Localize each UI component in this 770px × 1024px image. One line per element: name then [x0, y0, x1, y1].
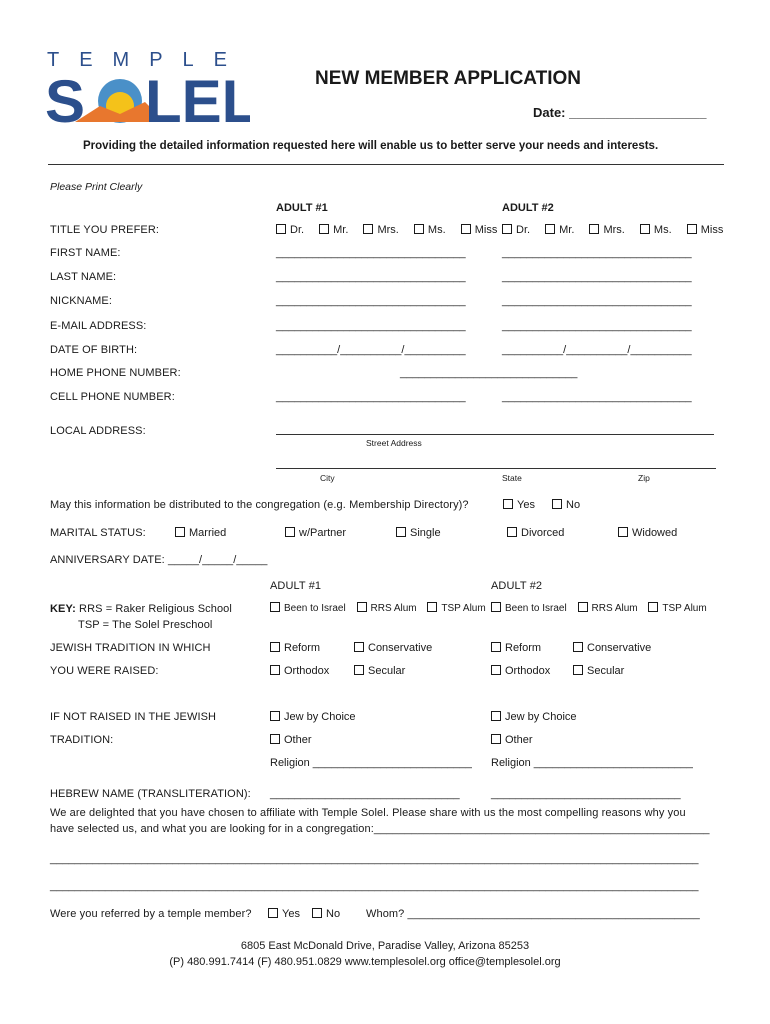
referred-yes[interactable]: [268, 908, 300, 920]
temple-solel-logo: [45, 44, 250, 126]
checkbox-icon: [363, 224, 373, 234]
checkbox-icon: [354, 665, 364, 675]
not-raised-label-line1: IF NOT RAISED IN THE JEWISH: [50, 711, 217, 723]
checkbox-icon: [491, 665, 501, 675]
checkbox-icon: [312, 908, 322, 918]
option-label: Married: [189, 527, 227, 539]
orthodox-option-adult1[interactable]: [270, 665, 329, 677]
logo-graphic: [45, 44, 250, 126]
israel-options-adult2: [491, 602, 707, 614]
checkbox-icon: [357, 602, 367, 612]
title-option[interactable]: [545, 224, 574, 236]
adult2-header: ADULT #2: [502, 202, 554, 214]
key-label: [50, 603, 232, 615]
option-label: Orthodox: [284, 665, 330, 677]
religion-field-adult1[interactable]: Religion __________________________: [270, 757, 472, 769]
not-raised-label-line2: TRADITION:: [50, 734, 114, 746]
dob-field-adult2[interactable]: __________/__________/__________: [502, 344, 692, 356]
city-caption: City: [320, 473, 335, 483]
option-label: No: [326, 908, 341, 920]
first-name-field-adult1[interactable]: _______________________________: [276, 247, 466, 259]
title-option[interactable]: [414, 224, 446, 236]
referred-no[interactable]: [312, 908, 340, 920]
checkbox-icon: [491, 711, 501, 721]
option-label: Conservative: [368, 642, 433, 654]
other-option-adult1[interactable]: [270, 734, 312, 746]
nickname-field-adult2[interactable]: _______________________________: [502, 295, 692, 307]
delighted-text-line1: We are delighted that you have chosen to affiliate with Temple Solel. Please share with us the most compelling reasons why you: [50, 807, 686, 819]
option-label: Conservative: [587, 642, 652, 654]
title-options-adult1: [276, 224, 497, 236]
distribute-no[interactable]: [552, 499, 580, 511]
jewish-tradition-label-line1: JEWISH TRADITION IN WHICH: [50, 642, 211, 654]
option-label: Mrs.: [603, 224, 625, 236]
state-caption: State: [502, 473, 522, 483]
reform-option-adult2[interactable]: [491, 642, 541, 654]
distribute-question: May this information be distributed to the congregation (e.g. Membership Directory)?: [50, 499, 469, 511]
option-label: TSP Alum: [441, 603, 486, 614]
last-name-label: LAST NAME:: [50, 271, 117, 283]
street-address-field[interactable]: [276, 434, 714, 435]
option-label: RRS Alum: [370, 603, 417, 614]
email-field-adult1[interactable]: _______________________________: [276, 320, 466, 332]
checkbox-icon: [491, 734, 501, 744]
option-label: Orthodox: [505, 665, 551, 677]
option-label: Other: [284, 734, 312, 746]
hebrew-name-label: HEBREW NAME (TRANSLITERATION):: [50, 788, 251, 800]
nickname-field-adult1[interactable]: _______________________________: [276, 295, 466, 307]
title-option[interactable]: [589, 224, 624, 236]
checkbox-icon: [175, 527, 185, 537]
dob-label: DATE OF BIRTH:: [50, 344, 138, 356]
street-address-caption: Street Address: [366, 438, 422, 448]
jew-by-choice-option-adult1[interactable]: [270, 711, 356, 723]
checkbox-icon: [396, 527, 406, 537]
option-label: Secular: [587, 665, 625, 677]
hebrew-name-field-adult1[interactable]: _______________________________: [270, 788, 460, 800]
referred-question: Were you referred by a temple member?: [50, 908, 252, 920]
checkbox-icon: [573, 665, 583, 675]
distribute-yes[interactable]: [503, 499, 535, 511]
option-label: Reform: [505, 642, 542, 654]
title-option[interactable]: [640, 224, 672, 236]
svg-text:LEL: LEL: [145, 68, 250, 126]
title-option[interactable]: [363, 224, 398, 236]
cell-phone-field-adult2[interactable]: _______________________________: [502, 391, 692, 403]
svg-text:S: S: [45, 68, 86, 126]
marital-widowed[interactable]: [618, 527, 677, 539]
cell-phone-label: CELL PHONE NUMBER:: [50, 391, 175, 403]
checkbox-icon: [552, 499, 562, 509]
checkbox-icon: [276, 224, 286, 234]
option-label: Mrs.: [377, 224, 399, 236]
checkbox-icon: [285, 527, 295, 537]
checkbox-icon: [573, 642, 583, 652]
option-label: Other: [505, 734, 533, 746]
footer-address: 6805 East McDonald Drive, Paradise Valley, Arizona 85253: [240, 940, 530, 952]
option-label: w/Partner: [299, 527, 347, 539]
last-name-field-adult2[interactable]: _______________________________: [502, 271, 692, 283]
rrs-alum-option[interactable]: [357, 602, 417, 614]
checkbox-icon: [270, 734, 280, 744]
home-phone-label: HOME PHONE NUMBER:: [50, 367, 181, 379]
option-label: Been to Israel: [284, 603, 346, 614]
option-label: Ms.: [653, 224, 672, 236]
email-field-adult2[interactable]: _______________________________: [502, 320, 692, 332]
option-label: Divorced: [521, 527, 565, 539]
marital-single[interactable]: [396, 527, 441, 539]
anniversary-date-field[interactable]: ANNIVERSARY DATE: _____/_____/_____: [50, 554, 268, 566]
jew-by-choice-option-adult2[interactable]: [491, 711, 577, 723]
reform-option-adult1[interactable]: [270, 642, 320, 654]
svg-text:TEMPLE: TEMPLE: [47, 49, 248, 71]
conservative-option-adult1[interactable]: [354, 642, 432, 654]
delighted-text-line2[interactable]: have selected us, and what you are looking for in a congregation:______________________________________________________: [50, 823, 710, 835]
zip-caption: Zip: [638, 473, 650, 483]
checkbox-icon: [618, 527, 628, 537]
footer-contact: (P) 480.991.7414 (F) 480.951.0829 www.templesolel.org office@templesolel.org: [169, 956, 561, 968]
other-option-adult2[interactable]: [491, 734, 533, 746]
dob-field-adult1[interactable]: __________/__________/__________: [276, 344, 466, 356]
checkbox-icon: [687, 224, 697, 234]
adult2-subheader: ADULT #2: [491, 580, 543, 592]
title-option[interactable]: [276, 224, 304, 236]
checkbox-icon: [427, 602, 437, 612]
option-label: TSP Alum: [662, 603, 707, 614]
option-label: Ms.: [427, 224, 446, 236]
print-note: Please Print Clearly: [50, 181, 143, 193]
option-label: Single: [410, 527, 441, 539]
key-line2: TSP = The Solel Preschool: [78, 619, 213, 631]
reasons-blank-line2[interactable]: __________________________________________________________________________________________________________: [50, 880, 699, 892]
checkbox-icon: [545, 224, 555, 234]
title-option[interactable]: [461, 224, 498, 236]
religion-field-adult2[interactable]: Religion __________________________: [491, 757, 693, 769]
title-option[interactable]: [687, 224, 724, 236]
option-label: Been to Israel: [505, 603, 567, 614]
tsp-alum-option[interactable]: [427, 602, 485, 614]
adult1-header: ADULT #1: [276, 202, 328, 214]
option-label: Miss: [700, 224, 724, 236]
orthodox-option-adult2[interactable]: [491, 665, 550, 677]
checkbox-icon: [491, 602, 501, 612]
checkbox-icon: [319, 224, 329, 234]
checkbox-icon: [461, 224, 471, 234]
marital-status-label: MARITAL STATUS:: [50, 527, 146, 539]
option-label: Mr.: [333, 224, 349, 236]
conservative-option-adult2[interactable]: [573, 642, 651, 654]
nickname-label: NICKNAME:: [50, 295, 113, 307]
option-label: Jew by Choice: [284, 711, 356, 723]
city-state-zip-field[interactable]: [276, 468, 716, 469]
home-phone-field[interactable]: _____________________________: [400, 367, 578, 379]
email-label: E-MAIL ADDRESS:: [50, 320, 147, 332]
option-label: RRS Alum: [591, 603, 638, 614]
option-label: Miss: [474, 224, 498, 236]
checkbox-icon: [589, 224, 599, 234]
local-address-label: LOCAL ADDRESS:: [50, 425, 146, 437]
option-label: Reform: [284, 642, 321, 654]
checkbox-icon: [640, 224, 650, 234]
last-name-field-adult1[interactable]: _______________________________: [276, 271, 466, 283]
header-divider: [48, 164, 724, 165]
option-label: No: [566, 499, 581, 511]
checkbox-icon: [503, 499, 513, 509]
checkbox-icon: [502, 224, 512, 234]
intro-text: Providing the detailed information requested here will enable us to better serve your needs and interests.: [83, 140, 659, 152]
been-to-israel-option[interactable]: [491, 602, 567, 614]
option-label: Dr.: [290, 224, 305, 236]
option-label: Mr.: [559, 224, 575, 236]
option-label: Yes: [282, 908, 300, 920]
checkbox-icon: [270, 642, 280, 652]
checkbox-icon: [354, 642, 364, 652]
checkbox-icon: [491, 642, 501, 652]
title-label: TITLE YOU PREFER:: [50, 224, 160, 236]
checkbox-icon: [414, 224, 424, 234]
rrs-alum-option[interactable]: [578, 602, 638, 614]
checkbox-icon: [507, 527, 517, 537]
option-label: Widowed: [632, 527, 678, 539]
first-name-label: FIRST NAME:: [50, 247, 121, 259]
title-option[interactable]: [502, 224, 530, 236]
been-to-israel-option[interactable]: [270, 602, 346, 614]
option-label: Secular: [368, 665, 406, 677]
option-label: Yes: [517, 499, 535, 511]
tsp-alum-option[interactable]: [648, 602, 706, 614]
whom-field[interactable]: Whom? _______________________________________________: [366, 908, 700, 920]
first-name-field-adult2[interactable]: _______________________________: [502, 247, 692, 259]
checkbox-icon: [578, 602, 588, 612]
marital-divorced[interactable]: [507, 527, 564, 539]
key-title: KEY:: [50, 603, 76, 615]
title-options-adult2: [502, 224, 723, 236]
jewish-tradition-label-line2: YOU WERE RAISED:: [50, 665, 159, 677]
page-title: NEW MEMBER APPLICATION: [315, 68, 581, 89]
checkbox-icon: [268, 908, 278, 918]
cell-phone-field-adult1[interactable]: _______________________________: [276, 391, 466, 403]
adult1-subheader: ADULT #1: [270, 580, 322, 592]
checkbox-icon: [270, 602, 280, 612]
option-label: Jew by Choice: [505, 711, 577, 723]
secular-option-adult2[interactable]: [573, 665, 624, 677]
marital-married[interactable]: [175, 527, 226, 539]
secular-option-adult1[interactable]: [354, 665, 405, 677]
marital-partner[interactable]: [285, 527, 346, 539]
option-label: Dr.: [516, 224, 531, 236]
date-field[interactable]: Date: ___________________: [533, 105, 707, 120]
hebrew-name-field-adult2[interactable]: _______________________________: [491, 788, 681, 800]
key-line1: RRS = Raker Religious School: [79, 603, 232, 615]
checkbox-icon: [270, 665, 280, 675]
checkbox-icon: [648, 602, 658, 612]
title-option[interactable]: [319, 224, 348, 236]
checkbox-icon: [270, 711, 280, 721]
reasons-blank-line1[interactable]: __________________________________________________________________________________________________________: [50, 853, 699, 865]
israel-options-adult1: [270, 602, 486, 614]
